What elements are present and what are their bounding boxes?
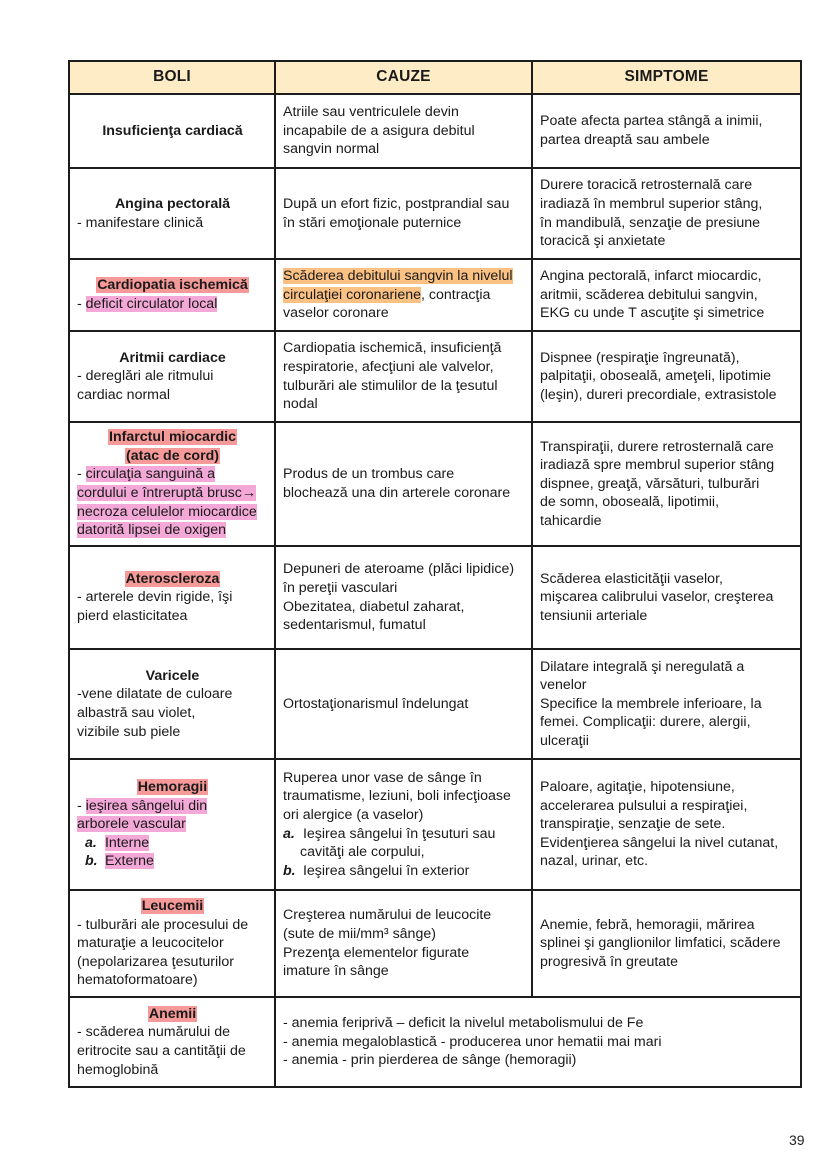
highlighted-name: Cardiopatia ischemică	[97, 277, 248, 294]
subtype-text: Externe	[104, 853, 154, 870]
cause-sub-label: a.	[283, 825, 295, 842]
cause-line: Ortostaţionarismul îndelungat	[283, 695, 469, 712]
disease-description	[77, 503, 268, 522]
disease-description: cardiac normal	[77, 386, 171, 403]
cause-line: în pereţii vasculari	[283, 579, 398, 596]
symptom-line: dispnee, greaţă, vărsături, tulburări	[540, 475, 760, 492]
highlighted-name: Hemoragii	[137, 779, 208, 796]
symptom-line: accelerarea pulsului a respiraţiei,	[540, 797, 748, 814]
highlighted-description: cordului e întreruptă brusc→	[77, 485, 257, 501]
cause-sub-label: b.	[283, 862, 296, 879]
table-row	[69, 759, 801, 890]
symptom-line: femei. Complicaţii: durere, alergii,	[540, 714, 751, 731]
table-row	[69, 997, 801, 1087]
symptom-line: tahicardie	[540, 512, 602, 529]
cause-line: Depuneri de ateroame (plăci lipidice)	[283, 561, 515, 578]
highlighted-name: Ateroscleroza	[125, 570, 220, 587]
cause-cell	[275, 259, 532, 331]
disease-description	[77, 295, 268, 314]
combined-line: - anemia feriprivă – deficit la nivelul metabolismului de Fe	[283, 1015, 644, 1032]
disease-description: pierd elasticitatea	[77, 607, 188, 624]
symptom-line: palpitaţii, oboseală, ameţeli, lipotimie	[540, 368, 772, 385]
disease-cell	[69, 94, 275, 168]
header-cauze: CAUZE	[275, 61, 532, 94]
cause-sub-text: cavităţi ale corpului,	[300, 844, 425, 861]
cause-line: vaselor coronare	[283, 305, 389, 322]
cause-line: Prezenţa elementelor figurate	[283, 944, 470, 961]
cause-line: tulburări ale stimulilor de la ţesutul	[283, 377, 498, 394]
cause-line: în stări emoţionale puternice	[283, 214, 462, 231]
combined-line: - anemia - prin pierderea de sânge (hemoragii)	[283, 1052, 577, 1069]
cause-cell	[275, 890, 532, 997]
disease-name	[77, 570, 268, 589]
symptoms-cell	[532, 546, 801, 649]
table-header-row	[69, 61, 801, 94]
symptoms-cell	[532, 331, 801, 422]
symptom-line: partea dreaptă sau ambele	[540, 132, 710, 148]
cause-sub-text: Ieşirea sângelui în exterior	[302, 862, 470, 879]
highlighted-name: Anemii	[148, 1005, 197, 1022]
cause-line: traumatisme, leziuni, boli infecţioase	[283, 788, 511, 805]
cause-line: Ruperea unor vase de sânge în	[283, 769, 482, 786]
desc-prefix: -	[77, 797, 86, 814]
symptoms-cell	[532, 168, 801, 259]
cause-line: nodal	[283, 396, 318, 413]
subtype-label: b.	[85, 853, 98, 870]
disease-cell	[69, 997, 275, 1087]
disease-description: -vene dilatate de culoare	[77, 686, 233, 703]
symptom-line: Angina pectorală, infarct miocardic,	[540, 268, 762, 285]
cause-sub-text: Ieşirea sângelui în ţesuturi sau	[302, 825, 496, 842]
table-row	[69, 168, 801, 259]
page-number: 39	[789, 1132, 805, 1148]
symptom-line: iradiază spre membrul superior stâng	[540, 457, 775, 474]
header-simptome: SIMPTOME	[532, 61, 801, 94]
disease-description	[77, 484, 268, 503]
highlighted-name: (atac de cord)	[125, 447, 220, 464]
symptom-line: transpiraţie, senzaţie de sete.	[540, 816, 726, 833]
cause-line	[283, 286, 525, 305]
symptom-line: în mandibulă, senzaţie de presiune	[540, 214, 761, 231]
subtype-label: a.	[85, 834, 97, 851]
symptom-line: Scăderea elasticităţii vaselor,	[540, 570, 723, 587]
cause-line: sangvin normal	[283, 141, 380, 158]
subtype-text: Interne	[104, 834, 150, 851]
symptom-line: Specifice la membrele inferioare, la	[540, 695, 762, 712]
symptom-line: Dilatare integrală şi neregulată a	[540, 658, 745, 675]
cause-line	[283, 267, 525, 286]
disease-cell	[69, 168, 275, 259]
disease-name	[77, 778, 268, 797]
cause-line: ori alergice (a vaselor)	[283, 806, 424, 823]
symptom-line: venelor	[540, 677, 587, 694]
symptom-line: (leşin), dureri precordiale, extrasistole	[540, 386, 777, 403]
symptom-line: EKG cu unde T ascuţite şi simetrice	[540, 305, 765, 322]
cause-line: Atriile sau ventriculele devin	[283, 104, 459, 121]
diseases-table	[68, 60, 802, 1088]
cause-cell	[275, 759, 532, 890]
symptom-line: mişcarea calibrului vaselor, creşterea	[540, 589, 774, 606]
disease-cell	[69, 546, 275, 649]
disease-cell	[69, 649, 275, 759]
disease-description	[77, 815, 268, 834]
highlighted-description: ieşirea sângelui din	[85, 797, 208, 814]
cause-line: (sute de mii/mm³ sânge)	[283, 925, 436, 942]
highlighted-description: arborele vascular	[77, 816, 186, 833]
cause-line: Obezitatea, diabetul zaharat,	[283, 598, 465, 615]
cause-cell	[275, 649, 532, 759]
symptom-line: tensiunii arteriale	[540, 607, 648, 624]
cause-line: imature în sânge	[283, 963, 389, 980]
highlighted-description: circulaţia sanguină a	[85, 466, 216, 483]
disease-name	[77, 1005, 268, 1024]
highlighted-name: Leucemii	[141, 898, 204, 915]
cause-subitem	[283, 862, 525, 881]
symptom-line: iradiază în membrul superior stâng,	[540, 195, 763, 212]
symptoms-cell	[532, 649, 801, 759]
symptoms-cell	[532, 890, 801, 997]
disease-name: Insuficienţa cardiacă	[102, 122, 243, 139]
symptom-line: de somn, oboseală, lipotimii,	[540, 494, 720, 511]
disease-name	[77, 276, 268, 295]
subtype-item	[77, 852, 268, 871]
symptoms-cell	[532, 259, 801, 331]
cause-line: sedentarismul, fumatul	[283, 617, 426, 634]
disease-description: hematoformatoare)	[77, 972, 198, 989]
combined-cell	[275, 997, 801, 1087]
disease-name: Angina pectorală	[114, 195, 231, 212]
cause-line: Cardiopatia ischemică, insuficienţă	[283, 340, 502, 357]
disease-description: - manifestare clinică	[77, 214, 204, 231]
disease-name	[77, 897, 268, 916]
table-row	[69, 331, 801, 422]
disease-name	[77, 428, 268, 447]
disease-description: maturaţie a leucocitelor	[77, 935, 224, 952]
symptom-line: Durere toracică retrosternală care	[540, 177, 753, 194]
disease-description: albastră sau violet,	[77, 705, 196, 721]
disease-cell	[69, 759, 275, 890]
symptoms-cell	[532, 94, 801, 168]
disease-description	[77, 521, 268, 540]
disease-description	[77, 465, 268, 484]
cause-cell	[275, 168, 532, 259]
desc-prefix: -	[77, 296, 86, 312]
disease-description: - tulburări ale procesului de	[77, 916, 249, 933]
cause-line: După un efort fizic, postprandial sau	[283, 195, 510, 212]
symptom-line: toracică şi anxietate	[540, 233, 666, 250]
cause-line: incapabile de a asigura debitul	[283, 122, 475, 139]
cause-line: Produs de un trombus care	[283, 466, 455, 483]
highlighted-cause: Scăderea debitului sangvin la nivelul	[283, 268, 513, 285]
cause-line: respiratorie, afecţiuni ale valvelor,	[283, 358, 494, 375]
symptom-line: Transpiraţii, durere retrosternală care	[540, 438, 774, 455]
cause-subitem	[283, 825, 525, 844]
desc-prefix: -	[77, 466, 86, 483]
table-row	[69, 94, 801, 168]
table-row	[69, 259, 801, 331]
symptoms-cell	[532, 422, 801, 546]
table-row	[69, 546, 801, 649]
cause-cell	[275, 94, 532, 168]
disease-name	[77, 447, 268, 466]
symptom-line: Evidenţierea sângelui la nivel cutanat,	[540, 834, 779, 851]
header-boli: BOLI	[69, 61, 275, 94]
disease-cell	[69, 331, 275, 422]
disease-description: vizibile sub piele	[77, 723, 181, 740]
cause-text: , contracţia	[421, 286, 491, 303]
symptoms-cell	[532, 759, 801, 890]
disease-description: - scăderea numărului de	[77, 1024, 230, 1041]
cause-cell	[275, 546, 532, 649]
combined-line: - anemia megaloblastică - producerea unor hematii mai mari	[283, 1033, 662, 1050]
symptom-line: Poate afecta partea stângă a inimii,	[540, 113, 763, 130]
cause-line: Creşterea numărului de leucocite	[283, 907, 492, 924]
symptom-line: aritmii, scăderea debitului sangvin,	[540, 286, 758, 303]
highlighted-name: Infarctul miocardic	[109, 429, 236, 446]
disease-name: Aritmii cardiace	[119, 349, 226, 366]
disease-description: eritrocite sau a cantităţii de	[77, 1043, 246, 1059]
symptom-line: Anemie, febră, hemoragii, mărirea	[540, 916, 755, 933]
cause-cell	[275, 331, 532, 422]
symptom-line: nazal, urinar, etc.	[540, 853, 649, 870]
cause-cell	[275, 422, 532, 546]
symptom-line: Paloare, agitaţie, hipotensiune,	[540, 779, 735, 796]
table-row	[69, 649, 801, 759]
disease-description: (nepolarizarea ţesuturilor	[77, 953, 234, 970]
symptom-line: progresivă în greutate	[540, 953, 679, 970]
disease-description: - dereglări ale ritmului	[77, 368, 214, 385]
symptom-line: Dispnee (respiraţie îngreunată),	[540, 349, 740, 366]
cause-line: blochează una din arterele coronare	[283, 485, 511, 501]
table-row	[69, 890, 801, 997]
disease-description	[77, 797, 268, 816]
highlighted-description: deficit circulator local	[85, 296, 218, 312]
disease-cell	[69, 422, 275, 546]
disease-name: Varicele	[145, 667, 200, 684]
highlighted-description: datorită lipsei de oxigen	[77, 522, 227, 539]
symptom-line: ulceraţii	[540, 732, 589, 749]
disease-description: hemoglobină	[77, 1061, 159, 1078]
highlighted-cause: circulaţiei coronariene	[283, 286, 422, 303]
disease-cell	[69, 890, 275, 997]
subtype-item	[77, 834, 268, 853]
disease-cell	[69, 259, 275, 331]
disease-description: - arterele devin rigide, îşi	[77, 589, 233, 606]
table-row	[69, 422, 801, 546]
symptom-line: splinei şi ganglionilor limfatici, scădere	[540, 935, 781, 952]
highlighted-description: necroza celulelor miocardice	[77, 503, 257, 520]
